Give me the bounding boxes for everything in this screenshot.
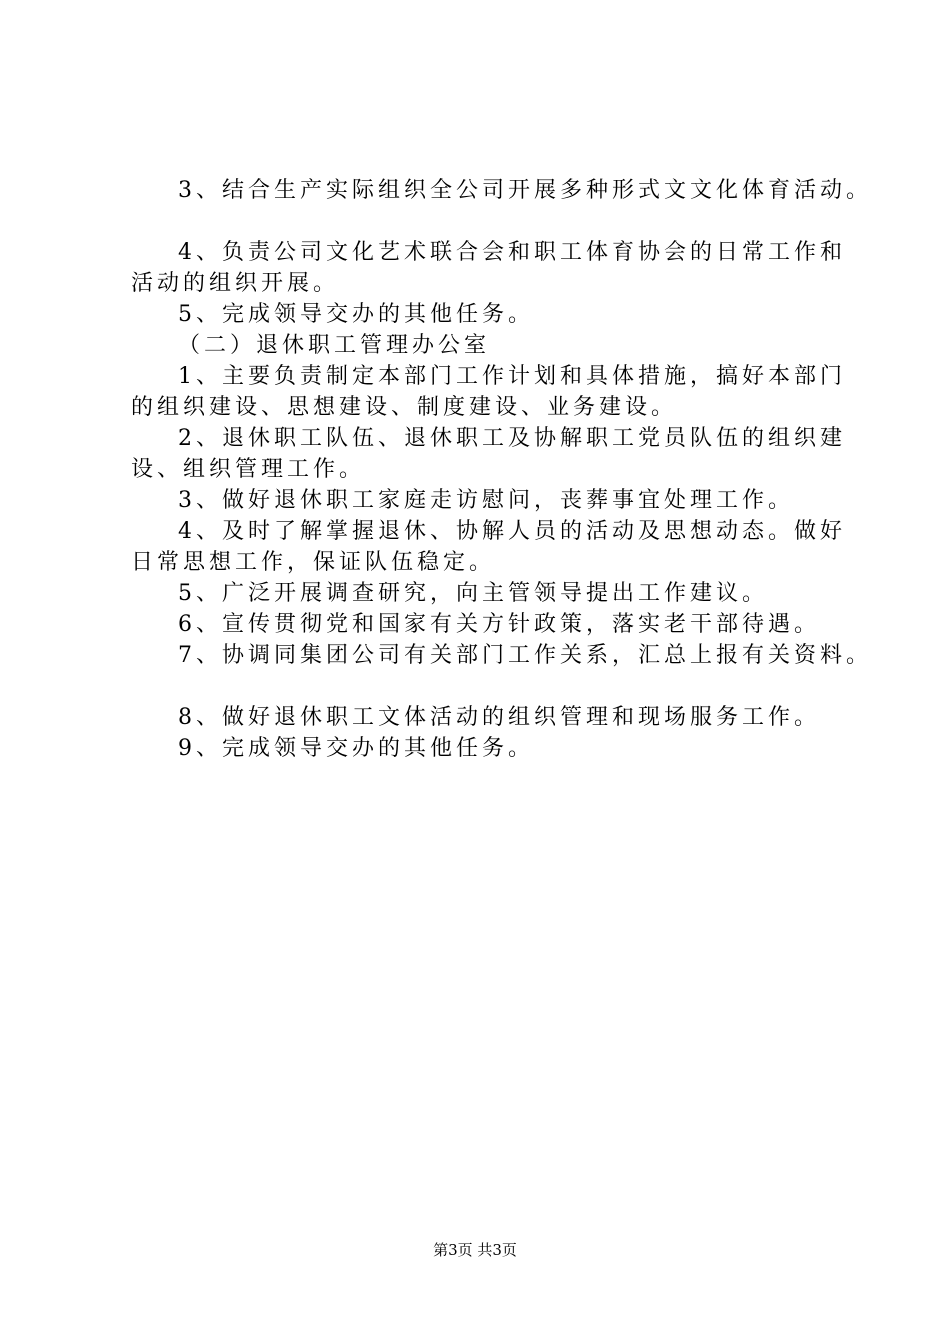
paragraph-line: 6、宣传贯彻党和国家有关方针政策，落实老干部待遇。: [178, 612, 820, 637]
paragraph-line: 日常思想工作，保证队伍稳定。: [131, 550, 496, 575]
paragraph-line: 7、协调同集团公司有关部门工作关系，汇总上报有关资料。: [178, 643, 872, 668]
paragraph-line: 2、退休职工队伍、退休职工及协解职工党员队伍的组织建: [178, 426, 846, 451]
paragraph-line: 4、及时了解掌握退休、协解人员的活动及思想动态。做好: [178, 519, 846, 544]
paragraph-line: 5、完成领导交办的其他任务。: [178, 302, 534, 327]
section-heading: （二）退休职工管理办公室: [178, 333, 491, 358]
paragraph-line: 3、做好退休职工家庭走访慰问，丧葬事宜处理工作。: [178, 488, 794, 513]
paragraph-line: 8、做好退休职工文体活动的组织管理和现场服务工作。: [178, 705, 820, 730]
paragraph-line: 5、广泛开展调查研究，向主管领导提出工作建议。: [178, 581, 768, 606]
paragraph-line: 1、主要负责制定本部门工作计划和具体措施，搞好本部门: [178, 364, 846, 389]
paragraph-line: 4、负责公司文化艺术联合会和职工体育协会的日常工作和: [178, 240, 846, 265]
paragraph-line: 的组织建设、思想建设、制度建设、业务建设。: [131, 395, 678, 420]
page-footer: 第3页 共3页: [433, 1241, 517, 1259]
paragraph-line: 设、组织管理工作。: [131, 457, 366, 482]
paragraph-line: 9、完成领导交办的其他任务。: [178, 736, 534, 761]
paragraph-line: 活动的组织开展。: [131, 271, 340, 296]
paragraph-line: 3、结合生产实际组织全公司开展多种形式文文化体育活动。: [178, 178, 872, 203]
